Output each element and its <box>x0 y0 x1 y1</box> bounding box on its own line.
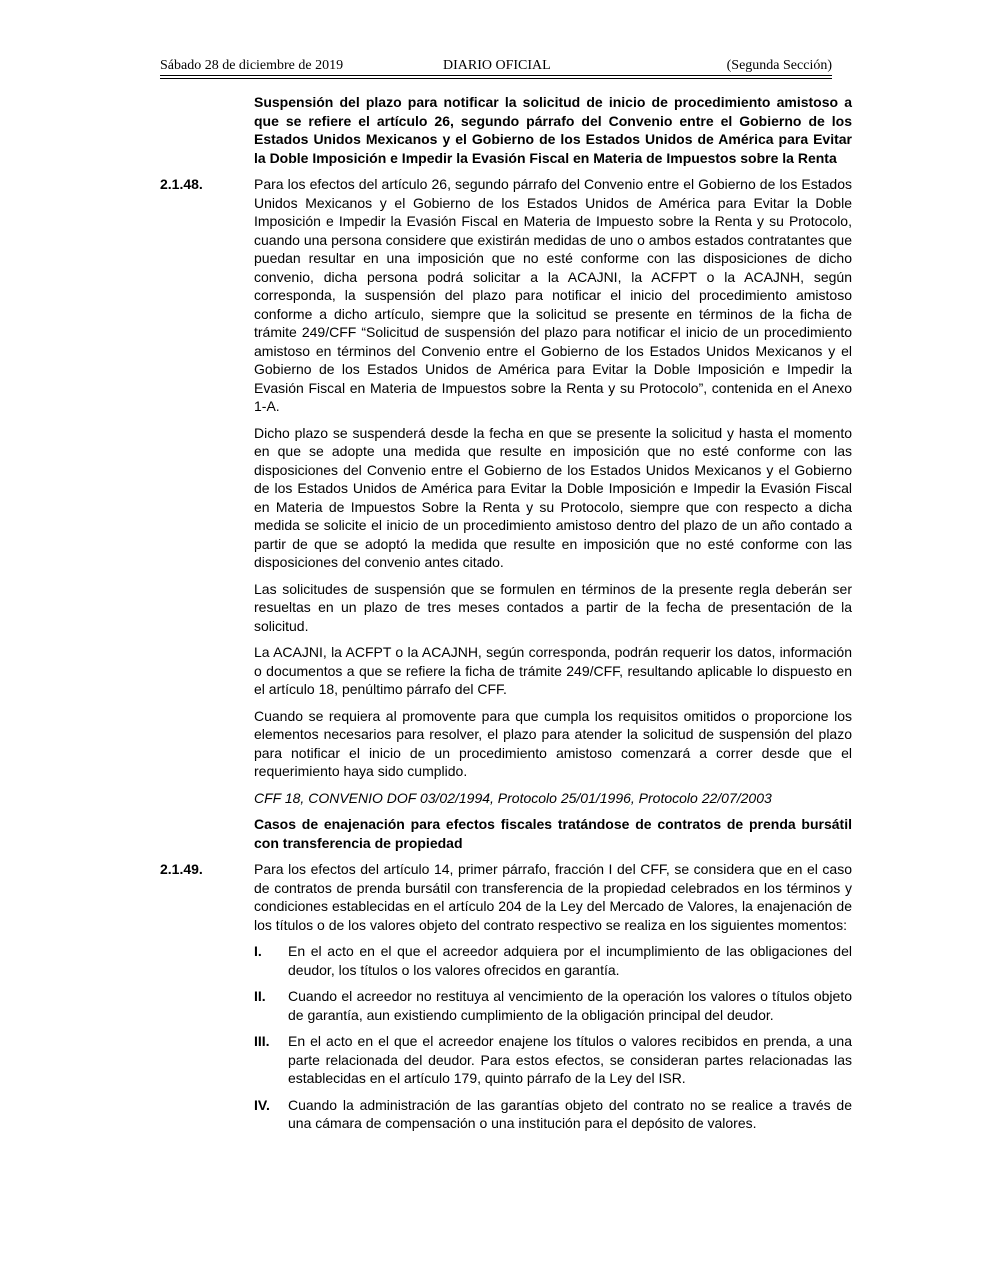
rule-paragraph: Para los efectos del artículo 26, segundo párrafo del Convenio entre el Gobierno de los Estados Unidos Mexicanos y el Gobierno de los Estados Unidos de América para Evitar la Doble Imposición e Impedir la Evasión Fiscal en Materia de Impuesto sobre la Renta y su Protocolo, cuando una persona considere que existirán medidas de uno o ambos estados contratantes que puedan resultar en una imposición que no esté conforme con las disposiciones de dicho convenio, dicha persona podrá solicitar a la ACAJNI, la ACFPT o la ACAJNH, según corresponda, la suspensión del plazo para notificar el inicio del procedimiento amistoso conforme a dicho artículo, siempre que la solicitud se presente en términos de la ficha de trámite 249/CFF “Solicitud de suspensión del plazo para notificar el inicio de un procedimiento amistoso en términos del Convenio entre el Gobierno de los Estados Unidos Mexicanos y el Gobierno de los Estados Unidos de América para Evitar la Doble Imposición e Impedir la Evasión Fiscal en Materia de Impuestos sobre la Renta y su Protocolo”, contenida en el Anexo 1-A. <box>254 176 852 414</box>
list-item-text: En el acto en el que el acreedor adquiera por el incumplimiento de las obligaciones del deudor, los títulos o los valores ofrecidos en garantía. <box>288 943 852 978</box>
rule-paragraph: Dicho plazo se suspenderá desde la fecha en que se presente la solicitud y hasta el momento en que se adopte una medida que resulte en imposición que no esté conforme con las disposiciones del Convenio entre el Gobierno de los Estados Unidos Mexicanos y el Gobierno de los Estados Unidos de América para Evitar la Doble Imposición e Impedir la Evasión Fiscal en Materia de Impuestos Sobre la Renta y su Protocolo, siempre que con respecto a dicha medida se solicite el inicio de un procedimiento amistoso dentro del plazo de un año contado a partir de que se adoptó la medida que resulte en imposición que no esté conforme con las disposiciones del convenio antes citado. <box>254 424 852 570</box>
list-item <box>254 1096 852 1133</box>
header-divider-double <box>160 78 832 79</box>
header-date: Sábado 28 de diciembre de 2019 <box>160 58 344 73</box>
header-section: (Segunda Sección) <box>726 58 832 73</box>
rule-heading: Casos de enajenación para efectos fiscales tratándose de contratos de prenda bursátil con transferencia de propiedad <box>254 816 852 851</box>
rule-paragraph: La ACAJNI, la ACFPT o la ACAJNH, según corresponda, podrán requerir los datos, información o documentos a que se refiere la ficha de trámite 249/CFF, resultando aplicable lo dispuesto en el artículo 18, penúltimo párrafo del CFF. <box>254 644 852 697</box>
header-divider <box>160 75 832 76</box>
rule-paragraph: Cuando se requiera al promovente para que cumpla los requisitos omitidos o proporcione los elementos necesarios para resolver, el plazo para atender la solicitud de suspensión del plazo para notificar el inicio de un procedimiento amistoso comenzará a correr desde que el requerimiento haya sido cumplido. <box>254 707 852 779</box>
list-item <box>254 1032 852 1088</box>
legal-citation: CFF 18, CONVENIO DOF 03/02/1994, Protocolo 25/01/1996, Protocolo 22/07/2003 <box>254 789 772 806</box>
rule-2-1-49 <box>160 860 852 1133</box>
list-item-number: III. <box>254 1033 270 1049</box>
list-item-number: II. <box>254 988 266 1004</box>
rule-paragraph: Las solicitudes de suspensión que se formulen en términos de la presente regla deberán ser resueltas en un plazo de tres meses contados a partir de la fecha de presentación de la solicitud. <box>254 580 852 634</box>
list-item-text: En el acto en el que el acreedor enajene los títulos o valores recibidos en prenda, a una parte relacionada del deudor. Para estos efectos, se consideran partes relacionadas las establecidas en el artículo 179, quinto párrafo de la Ley del ISR. <box>288 1033 852 1086</box>
document-body <box>160 93 852 1141</box>
rule-number: 2.1.49. <box>160 861 203 877</box>
rule-heading: Suspensión del plazo para notificar la solicitud de inicio de procedimiento amistoso a que se refiere el artículo 26, segundo párrafo del Convenio entre el Gobierno de los Estados Unidos Mexicanos y el Gobierno de los Estados Unidos de América para Evitar la Doble Imposición e Impedir la Evasión Fiscal en Materia de Impuestos sobre la Renta <box>254 94 852 166</box>
header-publication: DIARIO OFICIAL <box>443 58 551 73</box>
list-item <box>254 987 852 1024</box>
page-header <box>160 58 832 74</box>
rule-2-1-48 <box>160 175 852 781</box>
rule-number: 2.1.48. <box>160 176 203 192</box>
list-item-number: IV. <box>254 1096 270 1113</box>
list-item-text: Cuando el acreedor no restituya al vencimiento de la operación los valores o títulos objeto de garantía, aun existiendo cumplimiento de la obligación principal del deudor. <box>288 988 852 1023</box>
rule-paragraph: Para los efectos del artículo 14, primer párrafo, fracción I del CFF, se considera que en el caso de contratos de prenda bursátil con transferencia de la propiedad celebrados en los términos y condiciones establecidas en el artículo 204 de la Ley del Mercado de Valores, la enajenación de los títulos o de los valores objeto del contrato respectivo se realiza en los siguientes momentos: <box>254 861 852 933</box>
list-item-text: Cuando la administración de las garantías objeto del contrato no se realice a través de una cámara de compensación o una institución para el depósito de valores. <box>288 1096 852 1131</box>
list-item <box>254 942 852 979</box>
list-item-number: I. <box>254 943 262 959</box>
